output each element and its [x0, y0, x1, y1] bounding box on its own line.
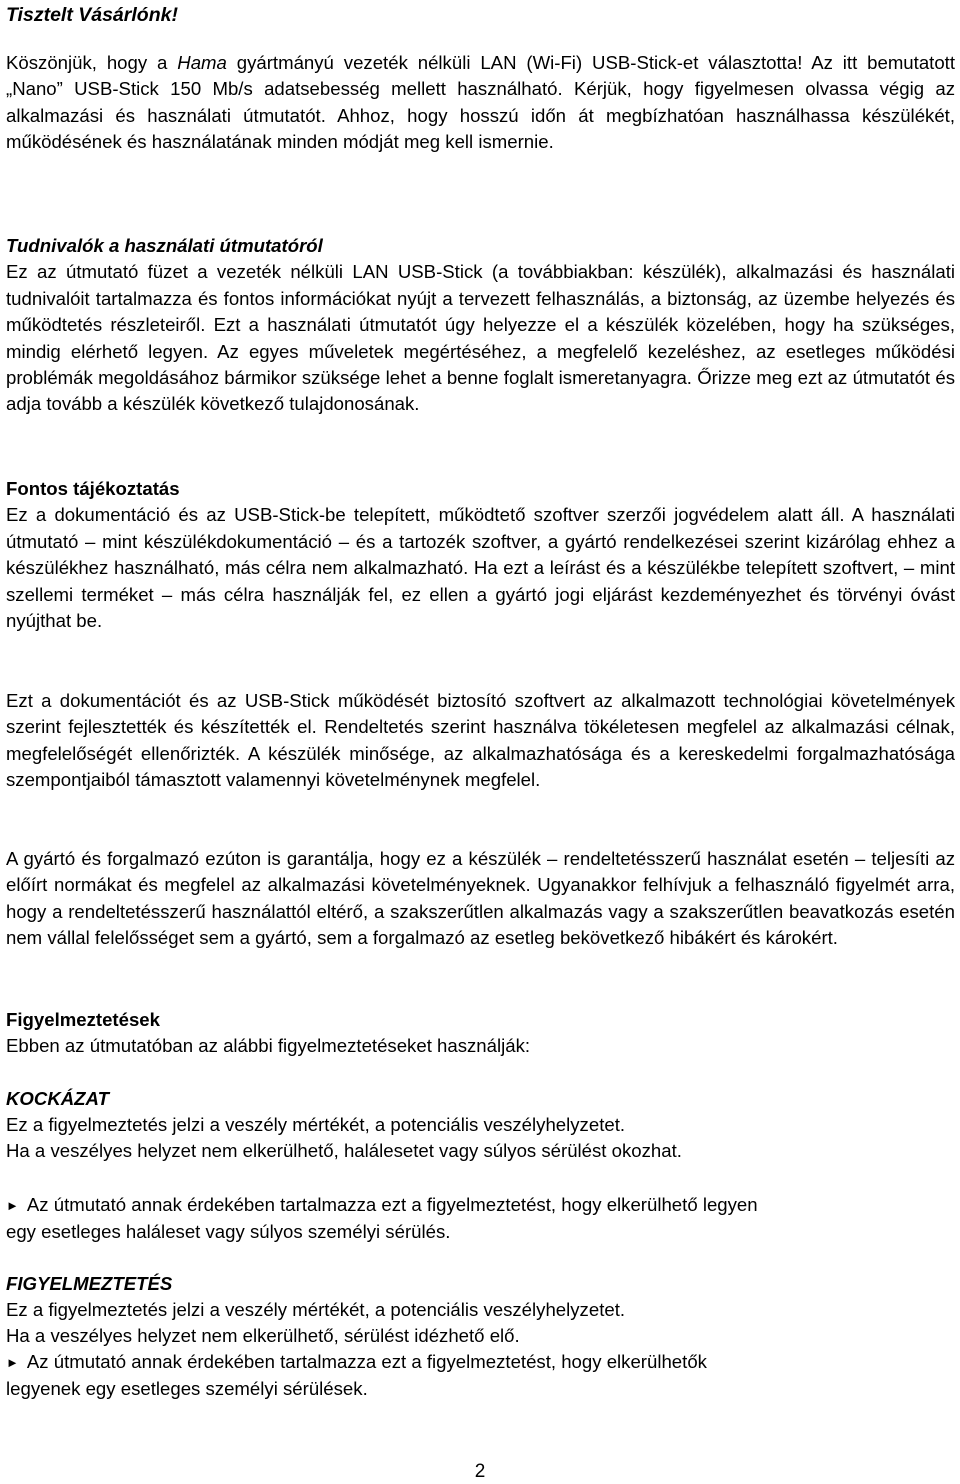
danger-bullet-text: Az útmutató annak érdekében tartalmazza ezt a figyelmeztetést, hogy elkerülhető legyen [26, 1194, 758, 1215]
caution-title: FIGYELMEZTETÉS [6, 1273, 173, 1294]
bullet-arrow-icon: ► [6, 1198, 19, 1213]
guide-section-title: Tudnivalók a használati útmutatóról [6, 235, 323, 256]
warnings-section-body: Ebben az útmutatóban az alábbi figyelmeztetéseket használják: [6, 1035, 531, 1056]
warnings-section [6, 1007, 955, 1059]
danger-description: Ez a figyelmeztetés jelzi a veszély mértékét, a potenciális veszélyhelyzetet. [6, 1114, 626, 1135]
guide-section-body: Ez az útmutató füzet a vezeték nélküli LAN USB-Stick (a továbbiakban: készülék), alkalmazási és használati tudnivalóit tartalmazza és fontos információkat nyújt a tervezett felhasználás, a biztonság, az üzembe helyezés és működtetés részleteiről. Ezt a használati útmutatót úgy helyezze el a készülék közelében, hogy ha szükséges, mindig elérhető legyen. Az egyes műveletek megértéséhez, a megfelelő kezeléshez, az esetleges működési problémák megoldásához bármikor szüksége lehet a benne foglalt ismeretanyagra. Őrizze meg ezt az útmutatót és adja tovább a készülék következő tulajdonosának. [6, 261, 955, 415]
caution-description: Ez a figyelmeztetés jelzi a veszély mértékét, a potenciális veszélyhelyzetet. [6, 1299, 626, 1320]
important-section-body: Ez a dokumentáció és az USB-Stick-be telepített, működtető szoftver szerzői jogvédelem alatt áll. A használati útmutató – mint készülékdokumentáció – és a tartozék szoftver, a gyártó rendelkezései szerint kizárólag ehhez a készülékhez használható, más célra nem alkalmazható. Ha ezt a leírást és a készülékbe telepített szoftvert, – mint szellemi terméket – más célra használják fel, ez ellen a gyártó jogi eljárást kezdeményezhet és törvényi óvást nyújthat be. [6, 504, 955, 632]
intro-text-start: Köszönjük, hogy a [6, 52, 178, 73]
danger-bullet-line-2: egy esetleges haláleset vagy súlyos személyi sérülés. [6, 1221, 451, 1242]
caution-bullet-line-1 [6, 1349, 955, 1376]
guide-section [6, 233, 955, 418]
danger-block [6, 1086, 955, 1164]
intro-text-rest: gyártmányú vezeték nélküli LAN (Wi-Fi) USB-Stick-et választotta! Az itt bemutatott „Nano” USB-Stick 150 Mb/s adatsebesség mellett használható. Kérjük, hogy figyelmesen olvassa végig az alkalmazási és használati útmutatót. Ahhoz, hogy hosszú időn át megbízhatóan használhassa készülékét, működésének és használatának minden módját meg kell ismernie. [6, 52, 955, 153]
caution-consequence: Ha a veszélyes helyzet nem elkerülhető, sérülést idézhető elő. [6, 1325, 520, 1346]
bullet-arrow-icon: ► [6, 1355, 19, 1370]
caution-block [6, 1271, 955, 1402]
danger-bullet [6, 1192, 955, 1245]
intro-paragraph [6, 50, 955, 156]
page-number: 2 [474, 1461, 486, 1482]
danger-consequence: Ha a veszélyes helyzet nem elkerülhető, halálesetet vagy súlyos sérülést okozhat. [6, 1140, 682, 1161]
greeting-heading: Tisztelt Vásárlónk! [6, 4, 178, 26]
caution-bullet-text: Az útmutató annak érdekében tartalmazza ezt a figyelmeztetést, hogy elkerülhetők [26, 1351, 707, 1372]
important-section-title: Fontos tájékoztatás [6, 478, 180, 499]
warnings-section-title: Figyelmeztetések [6, 1009, 160, 1030]
technology-paragraph: Ezt a dokumentációt és az USB-Stick működését biztosító szoftvert az alkalmazott technológiai követelmények szerint fejlesztették és készítették el. Rendeltetés szerint használva tökéletesen megfelel az alkalmazási célnak, megfelelőségét ellenőrizték. A készülék minősége, az alkalmazhatósága és a kereskedelmi forgalmazhatósága szempontjaiból támasztott valamennyi követelménynek megfelel. [6, 690, 955, 791]
danger-title: KOCKÁZAT [6, 1088, 109, 1109]
guarantee-paragraph: A gyártó és forgalmazó ezúton is garantálja, hogy ez a készülék – rendeltetésszerű használat esetén – teljesíti az előírt normákat és megfelel az alkalmazási követelményeknek. Ugyanakkor felhívjuk a felhasználó figyelmét arra, hogy a rendeltetésszerű használattól eltérő, a szakszerűtlen alkalmazás vagy a szakszerűtlen beavatkozás esetén nem vállal felelősséget sem a gyártó, sem a forgalmazó az esetleg bekövetkező hibákért és károkért. [6, 848, 955, 949]
brand-name: Hama [177, 52, 227, 73]
important-section [6, 476, 955, 634]
danger-bullet-line-1 [6, 1192, 955, 1219]
caution-bullet-line-2: legyenek egy esetleges személyi sérülések. [6, 1378, 368, 1399]
